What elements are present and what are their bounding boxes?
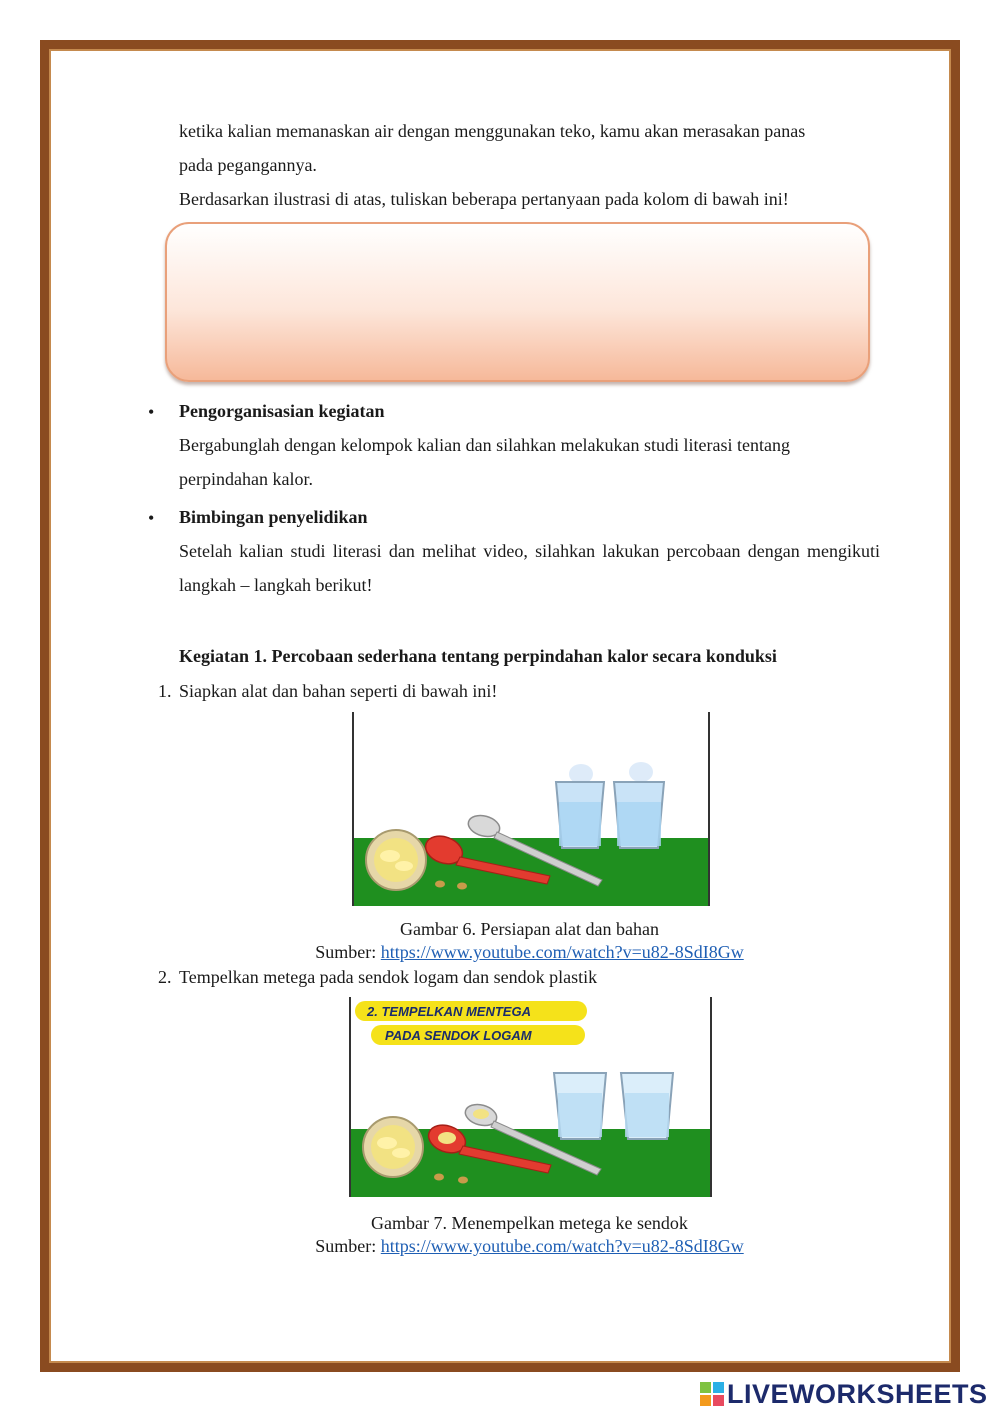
butter-piece-icon [458,1177,468,1184]
butter-piece-icon [435,881,445,888]
source-label: Sumber: [315,942,381,962]
activity-title: Kegiatan 1. Percobaan sederhana tentang perpindahan kalor secara konduksi [179,646,777,666]
glass-icon [554,1073,606,1139]
section-body-organization: Bergabunglah dengan kelompok kalian dan silahkan melakukan studi literasi tentang perpindahan kalor. [179,435,791,489]
intro-line-3: Berdasarkan ilustrasi di atas, tuliskan beberapa pertanyaan pada kolom di bawah ini! [179,189,789,209]
butter-bowl-icon [366,830,426,890]
liveworksheets-logo-text: LIVEWORKSHEETS [727,1378,988,1409]
bullet-icon: • [148,402,155,422]
figure-7-caption: Gambar 7. Menempelkan metega ke sendok [371,1213,688,1233]
step-text: Siapkan alat dan bahan seperti di bawah ini! [179,681,498,701]
section-body-investigation: Setelah kalian studi literasi dan melihat video, silahkan lakukan percobaan dengan mengikuti langkah – langkah berikut! [179,541,880,595]
figure-6-image [352,712,710,906]
bullet-icon: • [148,508,155,528]
step-number: 2. [158,967,172,987]
questions-answer-box[interactable] [165,222,870,382]
butter-piece-icon [434,1174,444,1181]
figure-7-image [349,997,712,1197]
intro-line-2: pada pegangannya. [179,155,317,175]
glass-icon [621,1073,673,1139]
butter-bowl-icon [363,1117,423,1177]
banner-1-text: 2. TEMPELKAN MENTEGA [367,1004,531,1019]
figure-7-source [179,1235,880,1258]
figure-6-source [179,941,880,964]
liveworksheets-logo [700,1378,988,1410]
step-text: Tempelkan metega pada sendok logam dan sendok plastik [179,967,598,987]
butter-piece-icon [457,883,467,890]
step-number: 1. [158,681,172,701]
source-link[interactable]: https://www.youtube.com/watch?v=u82-8SdI8Gw [380,942,744,962]
banner-2-text: PADA SENDOK LOGAM [385,1028,532,1043]
section-title-investigation: Bimbingan penyelidikan [179,507,368,527]
source-label: Sumber: [315,1236,381,1256]
figure-6-caption: Gambar 6. Persiapan alat dan bahan [400,919,659,939]
source-link[interactable]: https://www.youtube.com/watch?v=u82-8SdI8Gw [380,1236,744,1256]
intro-line-1: ketika kalian memanaskan air dengan menggunakan teko, kamu akan merasakan panas [179,121,806,141]
glass-icon [556,782,604,848]
glass-icon [614,782,664,848]
section-title-organization: Pengorganisasian kegiatan [179,401,385,421]
liveworksheets-logo-icon [700,1382,724,1406]
